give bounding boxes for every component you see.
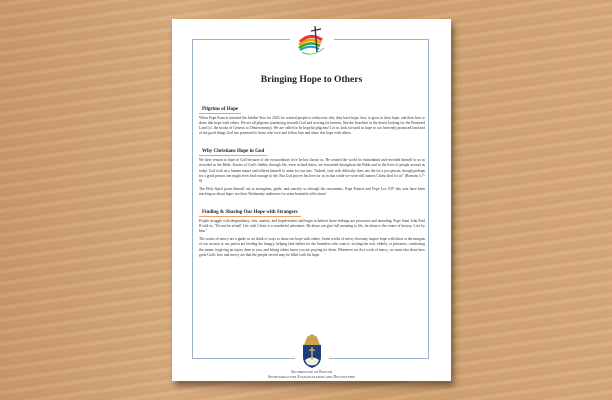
- paragraph: The Holy Spirit pours himself out to strengthen, guide, and sanctify us through the sacraments. Pope Francis and Pope Leo XIV this year have been teaching us about hope; see their Wednesday audiences for some beautiful reflections!: [199, 186, 425, 196]
- document-body: [199, 97, 425, 261]
- page-title: Bringing Hope to Others: [260, 74, 363, 85]
- section-heading: Pilgrims of Hope: [199, 107, 241, 114]
- footer-organization: Archdiocese of Boston: [290, 370, 333, 374]
- paragraph: We have reason to hope in God because of the extraordinary love he has shown us. He created the world for humankind and revealed himself to us as recorded in the Bible. Stories of God's fidelity through life, even in hard times, are recounted throughout the Bible and in the lives of people around us today. God took on a human nature and offered himself to atone for our sins. "Indeed, only with difficulty does one die for a just person, though perhaps for a good person one might even find courage to die. But God proves his love for us in that while we were still sinners Christ died for us" (Romans 5:7-8).: [199, 158, 425, 183]
- paragraph: When Pope Francis initiated the Jubilee Year for 2025, he wanted people to rediscover why they have hope, how to grow in their hope, and then how to share that hope with others. We are all pilgrims journeying towards God and striving for heaven, like the Israelites in the desert looking for the Promised Land (cf. the books of Genesis to Deuteronomy). We are called to be hopeful pilgrims! Let us look forward in hope to our heavenly promised land and of the good things God has promised to those who love and follow him and share this hope with others.: [199, 116, 425, 136]
- jubilee-logo: [290, 22, 334, 58]
- section-heading: Finding & Sharing Our Hope with Strangers: [199, 210, 301, 217]
- document-page: [172, 19, 451, 381]
- paragraph: People struggle with despondency, fear, anxiety, and hopelessness and begin to believe these feelings are pervasive and unending. Pope Saint John Paul II told us, "Do not be afraid! Life with Christ is a wonderful adventure. He alone can give full meaning to life, he alone is the centre of history. Live by him.": [199, 219, 425, 234]
- archdiocese-crest: [295, 333, 329, 369]
- footer-department: Secretariat for Evangelization and Discipleship: [268, 375, 355, 379]
- section-heading: Why Christians Hope in God: [199, 149, 267, 156]
- paragraph: The works of mercy are a guide as we think of ways to share our hope with others. Some works of mercy that may inspire hope with those at the margins of our society or our parish are feeding the hungry, helping find shelter for the homeless who want it, visiting the sick, elderly, or prisoners, comforting the sinner, forgiving an injury done to you, and letting others know you are praying for them. Whenever we do a work of mercy, we must also share how great God's love and mercy are that the people served may be filled with his hope.: [199, 237, 425, 257]
